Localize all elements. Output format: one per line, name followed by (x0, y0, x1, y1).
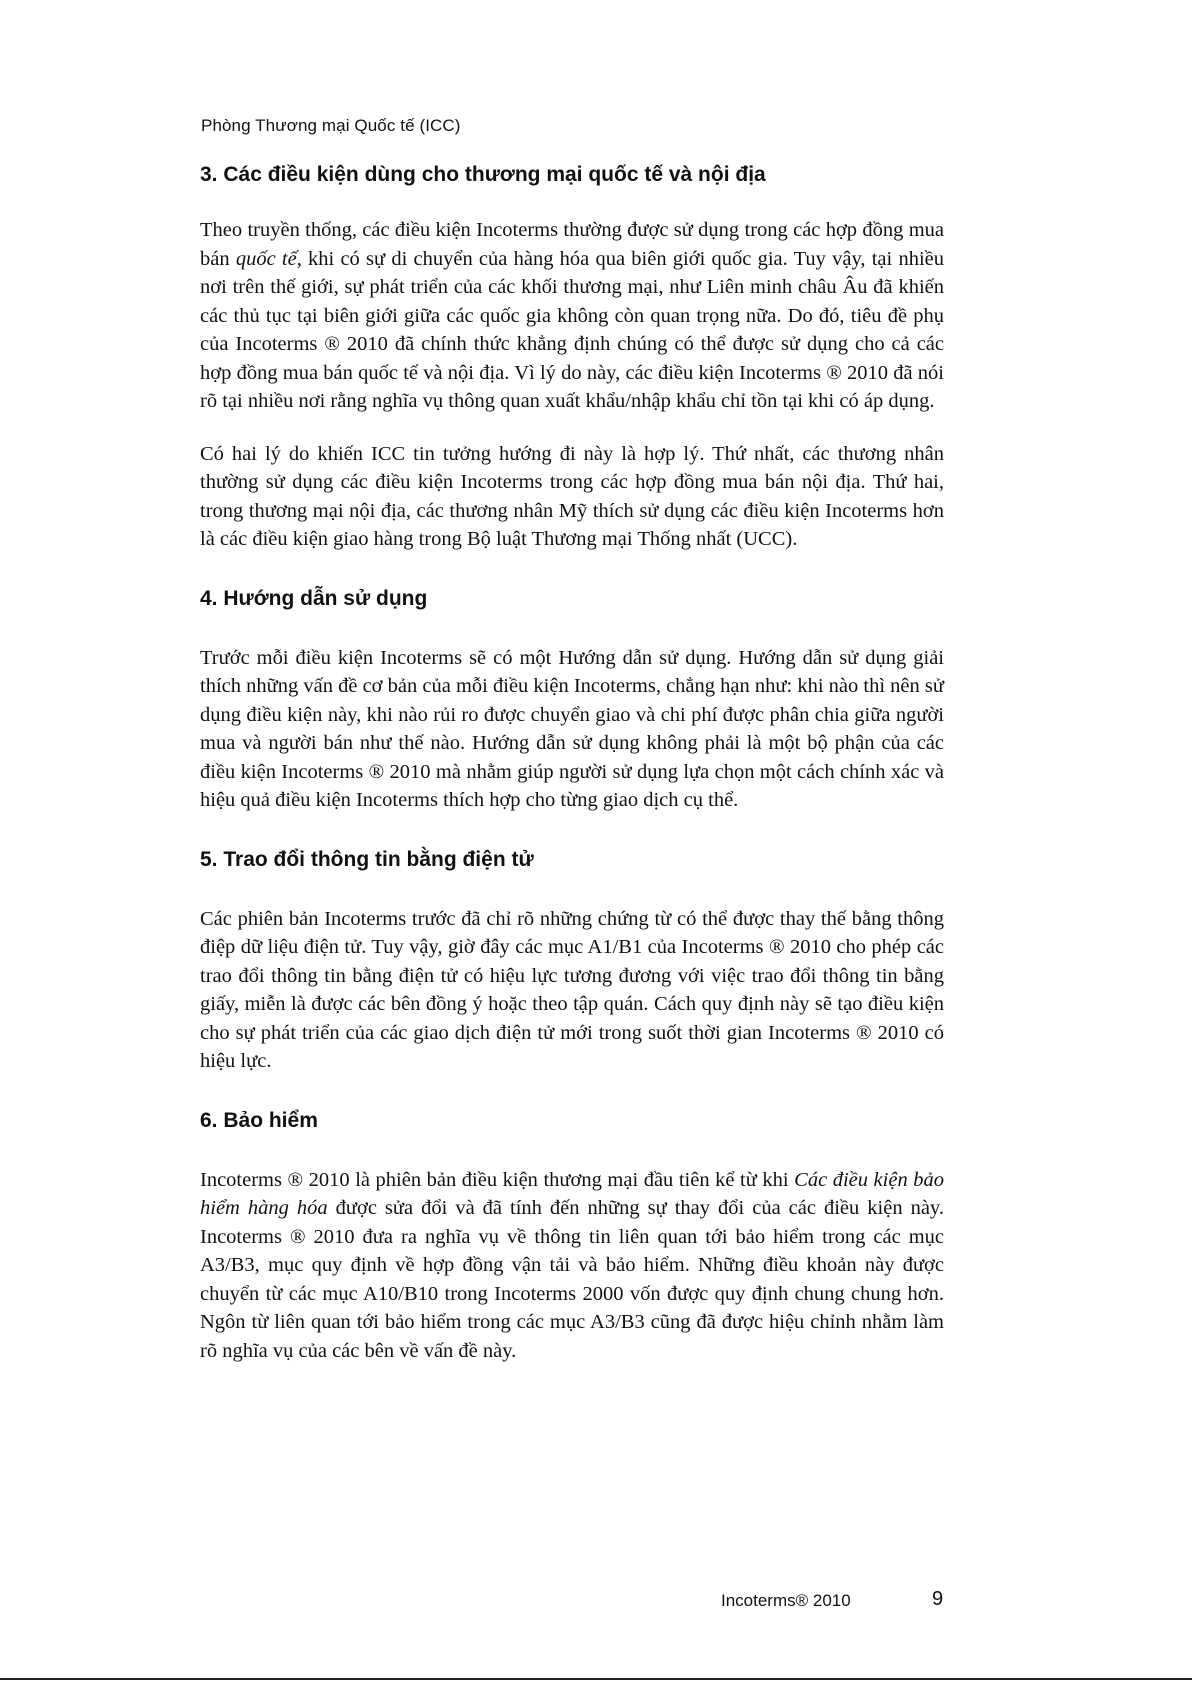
paragraph-text: Theo truyền thống, các điều kiện Incoterms thường được sử dụng trong các hợp đồng mua bán (200, 219, 944, 270)
paragraph: Có hai lý do khiến ICC tin tưởng hướng đi này là hợp lý. Thứ nhất, các thương nhân thường sử dụng các điều kiện Incoterms trong các hợp đồng mua bán nội địa. Thứ hai, trong thương mại nội địa, các thương nhân Mỹ thích sử dụng các điều kiện Incoterms hơn là các điều kiện giao hàng trong Bộ luật Thương mại Thống nhất (UCC). (200, 442, 944, 550)
section-5 (200, 845, 944, 1076)
bottom-rule (0, 1678, 1192, 1680)
footer-brand: Incoterms® 2010 (721, 1591, 851, 1610)
running-header: Phòng Thương mại Quốc tế (ICC) (201, 116, 461, 135)
section-heading: 6. Bảo hiểm (200, 1108, 318, 1132)
section-3 (200, 160, 944, 554)
page-number: 9 (932, 1588, 944, 1610)
paragraph-text: , khi có sự di chuyển của hàng hóa qua biên giới quốc gia. Tuy vậy, tại nhiều nơi trên thế giới, sự phát triển của các khối thương mại, như Liên minh châu Âu đã khiến các thủ tục tại biên giới giữa các quốc gia không còn quan trọng nữa. Do đó, tiêu đề phụ của Incoterms ® 2010 đã chính thức khẳng định chúng có thể được sử dụng cho cả các hợp đồng mua bán quốc tế và nội địa. Vì lý do này, các điều kiện Incoterms ® 2010 đã nói rõ tại nhiều nơi rằng nghĩa vụ thông quan xuất khẩu/nhập khẩu chỉ tồn tại khi có áp dụng. (200, 247, 944, 412)
section-heading: 5. Trao đổi thông tin bằng điện tử (200, 847, 534, 871)
paragraph (200, 216, 944, 416)
paragraph-text: được sửa đổi và đã tính đến những sự thay đổi của các điều kiện này. Incoterms ® 2010 đưa ra nghĩa vụ về thông tin liên quan tới bảo hiểm trong các mục A3/B3, mục quy định về hợp đồng vận tải và bảo hiểm. Những điều khoản này được chuyển từ các mục A10/B10 trong Incoterms 2000 vốn được quy định chung chung hơn. Ngôn từ liên quan tới bảo hiểm trong các mục A3/B3 cũng đã được hiệu chỉnh nhằm làm rõ nghĩa vụ của các bên về vấn đề này. (200, 1197, 944, 1362)
paragraph (200, 1166, 944, 1366)
section-4 (200, 584, 944, 815)
page-content (200, 160, 944, 1395)
section-heading: 4. Hướng dẫn sử dụng (200, 586, 428, 610)
italic-term: Các điều kiện bảo hiểm hàng hóa (200, 1168, 944, 1219)
section-6 (200, 1106, 944, 1366)
paragraph: Trước mỗi điều kiện Incoterms sẽ có một Hướng dẫn sử dụng. Hướng dẫn sử dụng giải thích những vấn đề cơ bản của mỗi điều kiện Incoterms, chẳng hạn như: khi nào thì nên sử dụng điều kiện này, khi nào rủi ro được chuyển giao và chi phí được phân chia giữa người mua và người bán như thế nào. Hướng dẫn sử dụng không phải là một bộ phận của các điều kiện Incoterms ® 2010 mà nhằm giúp người sử dụng lựa chọn một cách chính xác và hiệu quả điều kiện Incoterms thích hợp cho từng giao dịch cụ thể. (200, 646, 944, 811)
paragraph-text: Incoterms ® 2010 là phiên bản điều kiện thương mại đầu tiên kể từ khi (200, 1168, 795, 1191)
paragraph: Các phiên bản Incoterms trước đã chỉ rõ những chứng từ có thể được thay thế bằng thông điệp dữ liệu điện tử. Tuy vậy, giờ đây các mục A1/B1 của Incoterms ® 2010 cho phép các trao đổi thông tin bằng điện tử có hiệu lực tương đương với việc trao đổi thông tin bằng giấy, miễn là được các bên đồng ý hoặc theo tập quán. Cách quy định này sẽ tạo điều kiện cho sự phát triển của các giao dịch điện tử mới trong suốt thời gian Incoterms ® 2010 có hiệu lực. (200, 907, 944, 1072)
section-heading: 3. Các điều kiện dùng cho thương mại quốc tế và nội địa (200, 163, 766, 186)
italic-term: quốc tế (235, 247, 297, 270)
